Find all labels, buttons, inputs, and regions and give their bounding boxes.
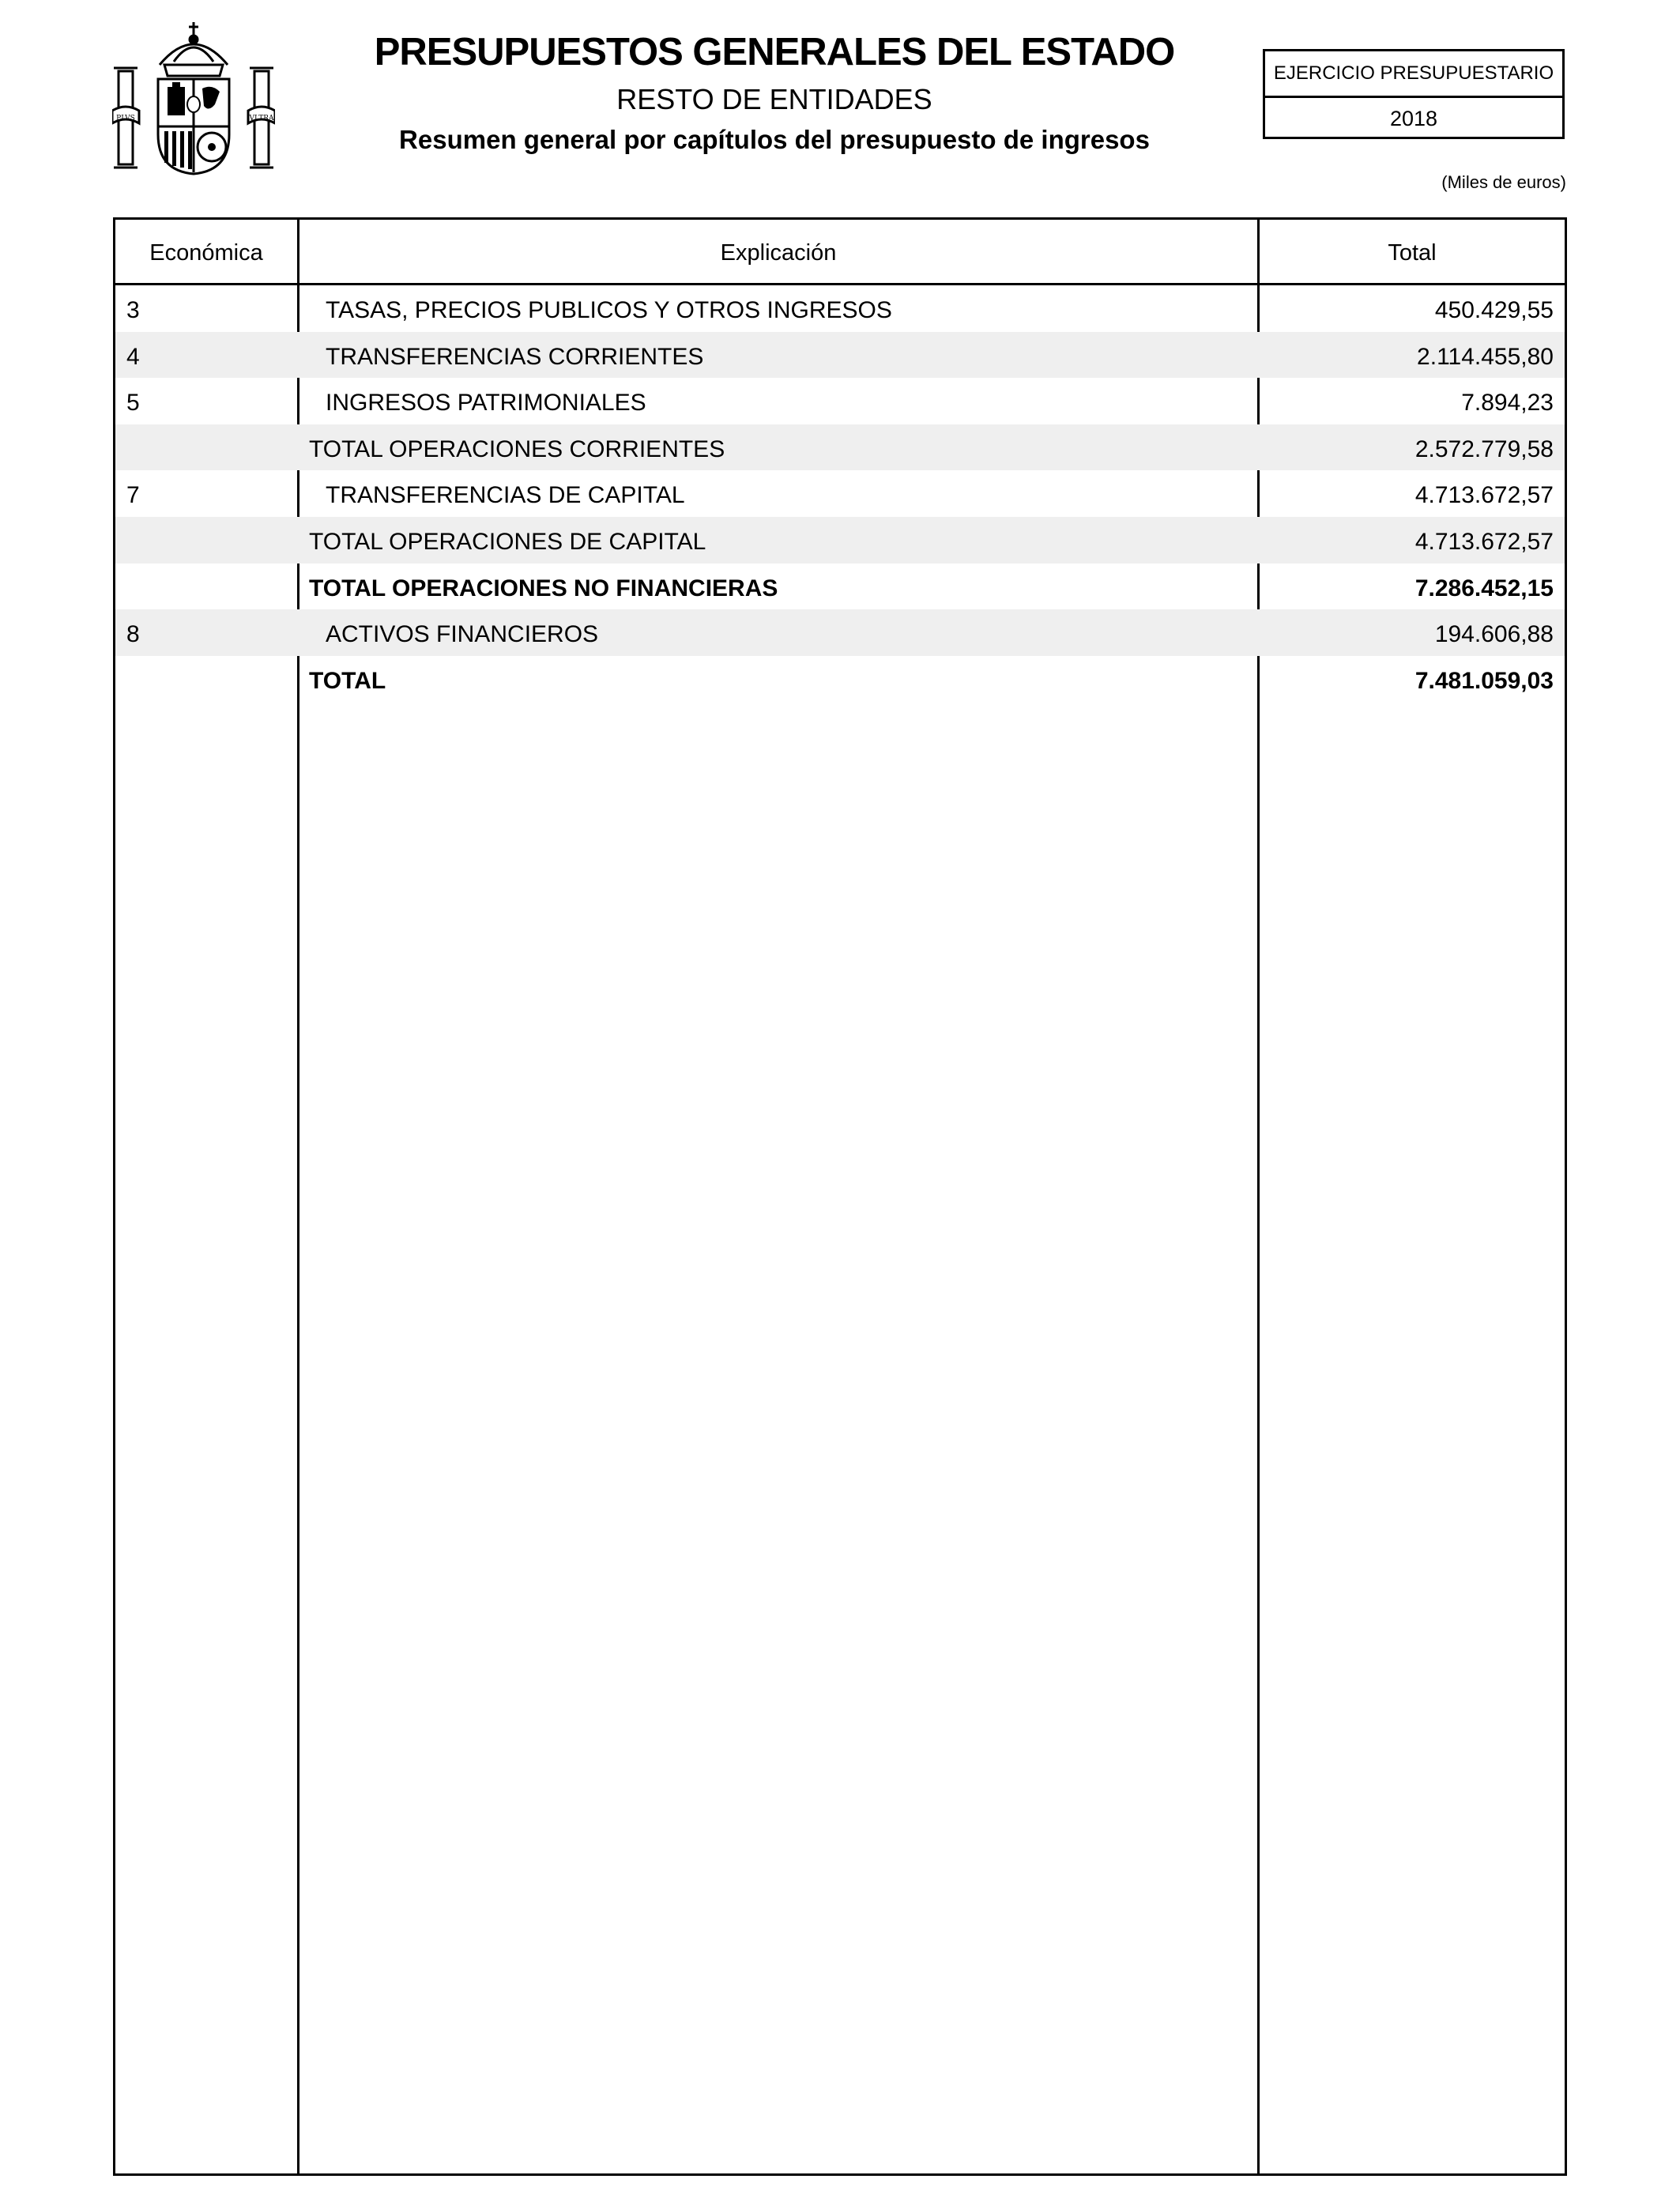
row-total: 7.286.452,15: [1414, 575, 1554, 601]
table-row: [115, 517, 1565, 564]
report-description: Resumen general por capítulos del presupuesto de ingresos: [399, 125, 1150, 154]
crest-motto-left: PLVS: [116, 115, 135, 123]
row-explanation: INGRESOS PATRIMONIALES: [326, 390, 646, 417]
row-code: 3: [126, 297, 140, 323]
crest-motto-right: VLTRA: [249, 115, 274, 123]
page-subtitle: RESTO DE ENTIDADES: [616, 83, 932, 115]
exercise-label: EJERCICIO PRESUPUESTARIO: [1265, 51, 1562, 98]
column-header-explicacion: Explicación: [720, 240, 837, 266]
row-total: 7.481.059,03: [1414, 667, 1554, 694]
table-row: [115, 656, 1565, 703]
column-header-economica: Económica: [149, 240, 263, 266]
table-row: [115, 564, 1565, 610]
table-row: [115, 609, 1565, 656]
row-explanation: TOTAL OPERACIONES NO FINANCIERAS: [309, 575, 778, 601]
budget-table: [113, 217, 1567, 2176]
table-row: [115, 378, 1565, 424]
row-total: 194.606,88: [1434, 621, 1554, 648]
column-header-total: Total: [1388, 240, 1437, 266]
row-total: 2.114.455,80: [1417, 343, 1554, 370]
row-explanation: TRANSFERENCIAS CORRIENTES: [326, 343, 704, 370]
row-explanation: TOTAL OPERACIONES DE CAPITAL: [309, 528, 706, 555]
row-code: 8: [126, 621, 140, 648]
row-code: 7: [126, 482, 140, 509]
exercise-box: [1263, 49, 1565, 139]
row-total: 2.572.779,58: [1414, 435, 1554, 462]
table-header: [115, 220, 1565, 285]
spanish-coat-of-arms-icon: [112, 16, 275, 178]
row-explanation: TASAS, PRECIOS PUBLICOS Y OTROS INGRESOS: [326, 297, 892, 323]
row-explanation: TOTAL: [309, 667, 386, 694]
row-explanation: ACTIVOS FINANCIEROS: [326, 621, 599, 648]
row-code: 4: [126, 343, 140, 370]
row-total: 4.713.672,57: [1414, 528, 1554, 555]
row-total: 450.429,55: [1434, 297, 1554, 323]
table-row: [115, 470, 1565, 517]
table-row: [115, 424, 1565, 471]
page-title: PRESUPUESTOS GENERALES DEL ESTADO: [374, 31, 1175, 74]
table-row: [115, 332, 1565, 379]
exercise-year: 2018: [1389, 107, 1438, 130]
table-row: [115, 285, 1565, 332]
row-total: 4.713.672,57: [1414, 482, 1554, 509]
table-body: [115, 285, 1565, 702]
row-explanation: TOTAL OPERACIONES CORRIENTES: [309, 435, 725, 462]
row-total: 7.894,23: [1461, 390, 1554, 417]
row-code: 5: [126, 390, 140, 417]
row-explanation: TRANSFERENCIAS DE CAPITAL: [326, 482, 685, 509]
units-note: (Miles de euros): [1441, 172, 1566, 192]
